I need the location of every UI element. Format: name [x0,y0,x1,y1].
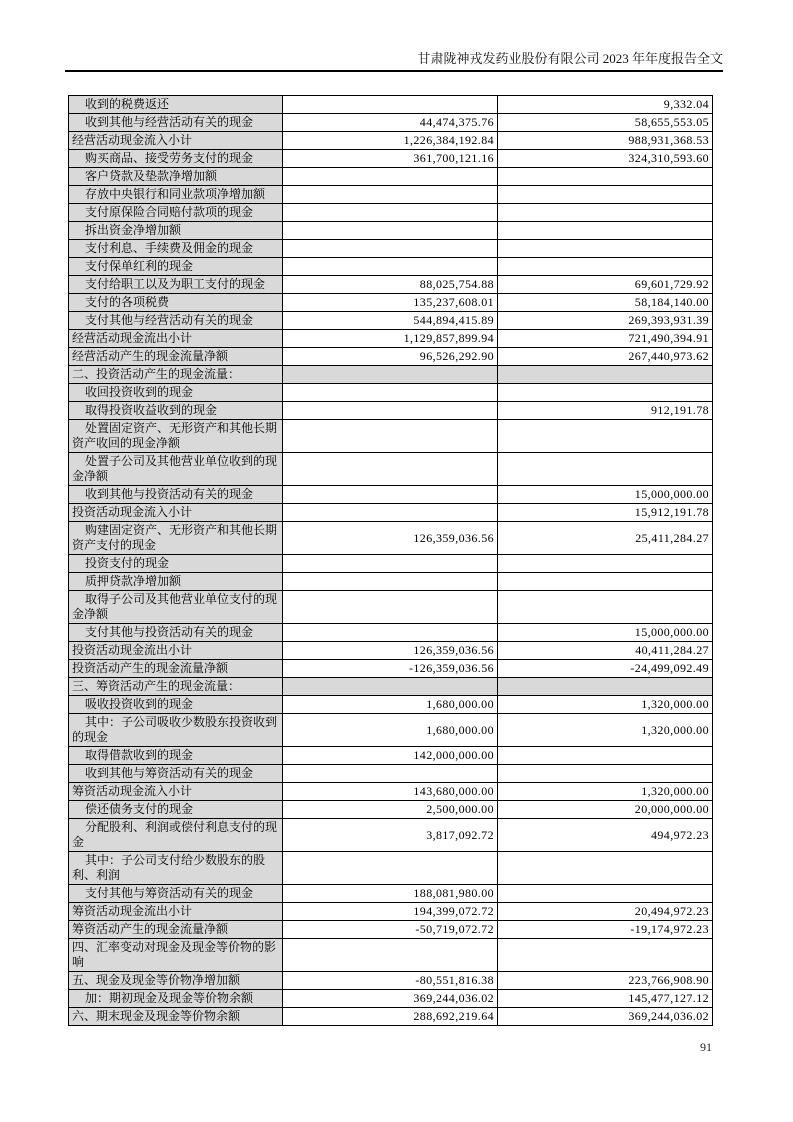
row-label: 存放中央银行和同业款项净增加额 [69,186,283,204]
prior-period-value [498,168,713,186]
prior-period-value: 15,000,000.00 [498,624,713,642]
table-row [69,747,713,765]
row-label: 取得借款收到的现金 [69,747,283,765]
row-label: 收到其他与投资活动有关的现金 [69,486,283,504]
table-row [69,972,713,990]
row-label: 二、投资活动产生的现金流量： [69,366,283,384]
table-row [69,348,713,366]
row-label: 四、汇率变动对现金及现金等价物的影响 [69,939,283,972]
current-period-value [283,366,498,384]
prior-period-value [498,852,713,885]
table-row [69,819,713,852]
table-row [69,852,713,885]
table-row [69,714,713,747]
row-label: 支付保单红利的现金 [69,258,283,276]
page-number: 91 [700,1040,712,1054]
current-period-value [283,939,498,972]
prior-period-value: 40,411,284.27 [498,642,713,660]
current-period-value [283,204,498,222]
table-row [69,150,713,168]
table-row [69,294,713,312]
current-period-value: 2,500,000.00 [283,801,498,819]
prior-period-value: 324,310,593.60 [498,150,713,168]
table-row [69,885,713,903]
row-label: 支付其他与筹资活动有关的现金 [69,885,283,903]
table-row [69,402,713,420]
prior-period-value: 69,601,729.92 [498,276,713,294]
prior-period-value: 15,912,191.78 [498,504,713,522]
table-row [69,258,713,276]
prior-period-value: 15,000,000.00 [498,486,713,504]
current-period-value [283,678,498,696]
prior-period-value [498,765,713,783]
current-period-value [283,504,498,522]
row-label: 支付原保险合同赔付款项的现金 [69,204,283,222]
table-row [69,276,713,294]
table-row [69,939,713,972]
table-row [69,660,713,678]
current-period-value: 3,817,092.72 [283,819,498,852]
prior-period-value: 9,332.04 [498,96,713,114]
table-row [69,765,713,783]
table-row [69,573,713,591]
row-label: 收回投资收到的现金 [69,384,283,402]
table-row [69,678,713,696]
prior-period-value: 223,766,908.90 [498,972,713,990]
row-label: 收到其他与经营活动有关的现金 [69,114,283,132]
prior-period-value: 20,000,000.00 [498,801,713,819]
prior-period-value: 1,320,000.00 [498,783,713,801]
row-label: 拆出资金净增加额 [69,222,283,240]
table-row [69,240,713,258]
current-period-value: -126,359,036.56 [283,660,498,678]
table-row [69,204,713,222]
prior-period-value [498,204,713,222]
row-label: 取得投资收益收到的现金 [69,402,283,420]
row-label: 支付利息、手续费及佣金的现金 [69,240,283,258]
current-period-value [283,186,498,204]
row-label: 购建固定资产、无形资产和其他长期资产支付的现金 [69,522,283,555]
table-row [69,555,713,573]
current-period-value: -80,551,816.38 [283,972,498,990]
prior-period-value: 1,320,000.00 [498,696,713,714]
table-row [69,96,713,114]
row-label: 投资活动现金流入小计 [69,504,283,522]
current-period-value [283,555,498,573]
table-row [69,591,713,624]
current-period-value [283,168,498,186]
table-row [69,921,713,939]
current-period-value [283,384,498,402]
current-period-value: -50,719,072.72 [283,921,498,939]
row-label: 其中：子公司吸收少数股东投资收到的现金 [69,714,283,747]
current-period-value [283,402,498,420]
prior-period-value: 58,655,553.05 [498,114,713,132]
row-label: 投资支付的现金 [69,555,283,573]
current-period-value [283,240,498,258]
row-label: 投资活动现金流出小计 [69,642,283,660]
current-period-value: 1,680,000.00 [283,714,498,747]
prior-period-value [498,678,713,696]
current-period-value: 188,081,980.00 [283,885,498,903]
table-row [69,132,713,150]
row-label: 客户贷款及垫款净增加额 [69,168,283,186]
current-period-value [283,453,498,486]
current-period-value: 361,700,121.16 [283,150,498,168]
prior-period-value: 369,244,036.02 [498,1008,713,1026]
prior-period-value: 721,490,394.91 [498,330,713,348]
report-header-title: 甘肃陇神戎发药业股份有限公司 2023 年年度报告全文 [417,51,723,66]
table-row [69,186,713,204]
current-period-value: 288,692,219.64 [283,1008,498,1026]
table-row [69,990,713,1008]
current-period-value: 135,237,608.01 [283,294,498,312]
prior-period-value: 58,184,140.00 [498,294,713,312]
cash-flow-table-body [69,96,713,1026]
prior-period-value: 20,494,972.23 [498,903,713,921]
row-label: 购买商品、接受劳务支付的现金 [69,150,283,168]
prior-period-value: 269,393,931.39 [498,312,713,330]
prior-period-value [498,591,713,624]
current-period-value [283,852,498,885]
row-label: 筹资活动现金流出小计 [69,903,283,921]
prior-period-value [498,573,713,591]
table-row [69,312,713,330]
prior-period-value [498,747,713,765]
row-label: 筹资活动产生的现金流量净额 [69,921,283,939]
current-period-value [283,222,498,240]
table-row [69,168,713,186]
current-period-value [283,486,498,504]
row-label: 投资活动产生的现金流量净额 [69,660,283,678]
table-row [69,624,713,642]
prior-period-value [498,384,713,402]
prior-period-value: 25,411,284.27 [498,522,713,555]
row-label: 收到其他与筹资活动有关的现金 [69,765,283,783]
row-label: 处置固定资产、无形资产和其他长期资产收回的现金净额 [69,420,283,453]
row-label: 三、筹资活动产生的现金流量： [69,678,283,696]
row-label: 取得子公司及其他营业单位支付的现金净额 [69,591,283,624]
current-period-value [283,258,498,276]
current-period-value [283,591,498,624]
current-period-value [283,624,498,642]
table-row [69,114,713,132]
row-label: 分配股利、利润或偿付利息支付的现金 [69,819,283,852]
table-row [69,642,713,660]
prior-period-value [498,939,713,972]
prior-period-value [498,258,713,276]
table-row [69,384,713,402]
row-label: 支付其他与经营活动有关的现金 [69,312,283,330]
table-row [69,783,713,801]
cash-flow-statement-table [68,95,713,1026]
table-row [69,903,713,921]
table-row [69,504,713,522]
current-period-value: 126,359,036.56 [283,642,498,660]
table-row [69,420,713,453]
current-period-value [283,96,498,114]
prior-period-value [498,240,713,258]
table-row [69,330,713,348]
prior-period-value: 494,972.23 [498,819,713,852]
prior-period-value [498,186,713,204]
table-row [69,522,713,555]
row-label: 五、现金及现金等价物净增加额 [69,972,283,990]
row-label: 收到的税费返还 [69,96,283,114]
row-label: 质押贷款净增加额 [69,573,283,591]
row-label: 加：期初现金及现金等价物余额 [69,990,283,1008]
row-label: 经营活动现金流出小计 [69,330,283,348]
current-period-value: 126,359,036.56 [283,522,498,555]
prior-period-value: -24,499,092.49 [498,660,713,678]
row-label: 处置子公司及其他营业单位收到的现金净额 [69,453,283,486]
current-period-value: 1,226,384,192.84 [283,132,498,150]
prior-period-value [498,453,713,486]
table-row [69,696,713,714]
prior-period-value [498,366,713,384]
row-label: 支付给职工以及为职工支付的现金 [69,276,283,294]
prior-period-value: 267,440,973.62 [498,348,713,366]
prior-period-value: 145,477,127.12 [498,990,713,1008]
prior-period-value [498,420,713,453]
table-row [69,486,713,504]
table-row [69,366,713,384]
prior-period-value [498,885,713,903]
row-label: 吸收投资收到的现金 [69,696,283,714]
row-label: 六、期末现金及现金等价物余额 [69,1008,283,1026]
current-period-value [283,765,498,783]
row-label: 筹资活动现金流入小计 [69,783,283,801]
prior-period-value: -19,174,972.23 [498,921,713,939]
prior-period-value: 912,191.78 [498,402,713,420]
current-period-value: 96,526,292.90 [283,348,498,366]
current-period-value: 544,894,415.89 [283,312,498,330]
table-row [69,453,713,486]
row-label: 经营活动产生的现金流量净额 [69,348,283,366]
current-period-value: 142,000,000.00 [283,747,498,765]
prior-period-value [498,555,713,573]
current-period-value: 1,129,857,899.94 [283,330,498,348]
row-label: 其中：子公司支付给少数股东的股利、利润 [69,852,283,885]
current-period-value: 88,025,754.88 [283,276,498,294]
row-label: 经营活动现金流入小计 [69,132,283,150]
table-row [69,222,713,240]
current-period-value: 194,399,072.72 [283,903,498,921]
header-rule-divider [65,70,723,72]
current-period-value: 1,680,000.00 [283,696,498,714]
row-label: 支付其他与投资活动有关的现金 [69,624,283,642]
current-period-value: 143,680,000.00 [283,783,498,801]
current-period-value [283,420,498,453]
current-period-value [283,573,498,591]
current-period-value: 369,244,036.02 [283,990,498,1008]
row-label: 偿还债务支付的现金 [69,801,283,819]
prior-period-value: 988,931,368.53 [498,132,713,150]
table-row [69,801,713,819]
prior-period-value [498,222,713,240]
table-row [69,1008,713,1026]
row-label: 支付的各项税费 [69,294,283,312]
current-period-value: 44,474,375.76 [283,114,498,132]
prior-period-value: 1,320,000.00 [498,714,713,747]
